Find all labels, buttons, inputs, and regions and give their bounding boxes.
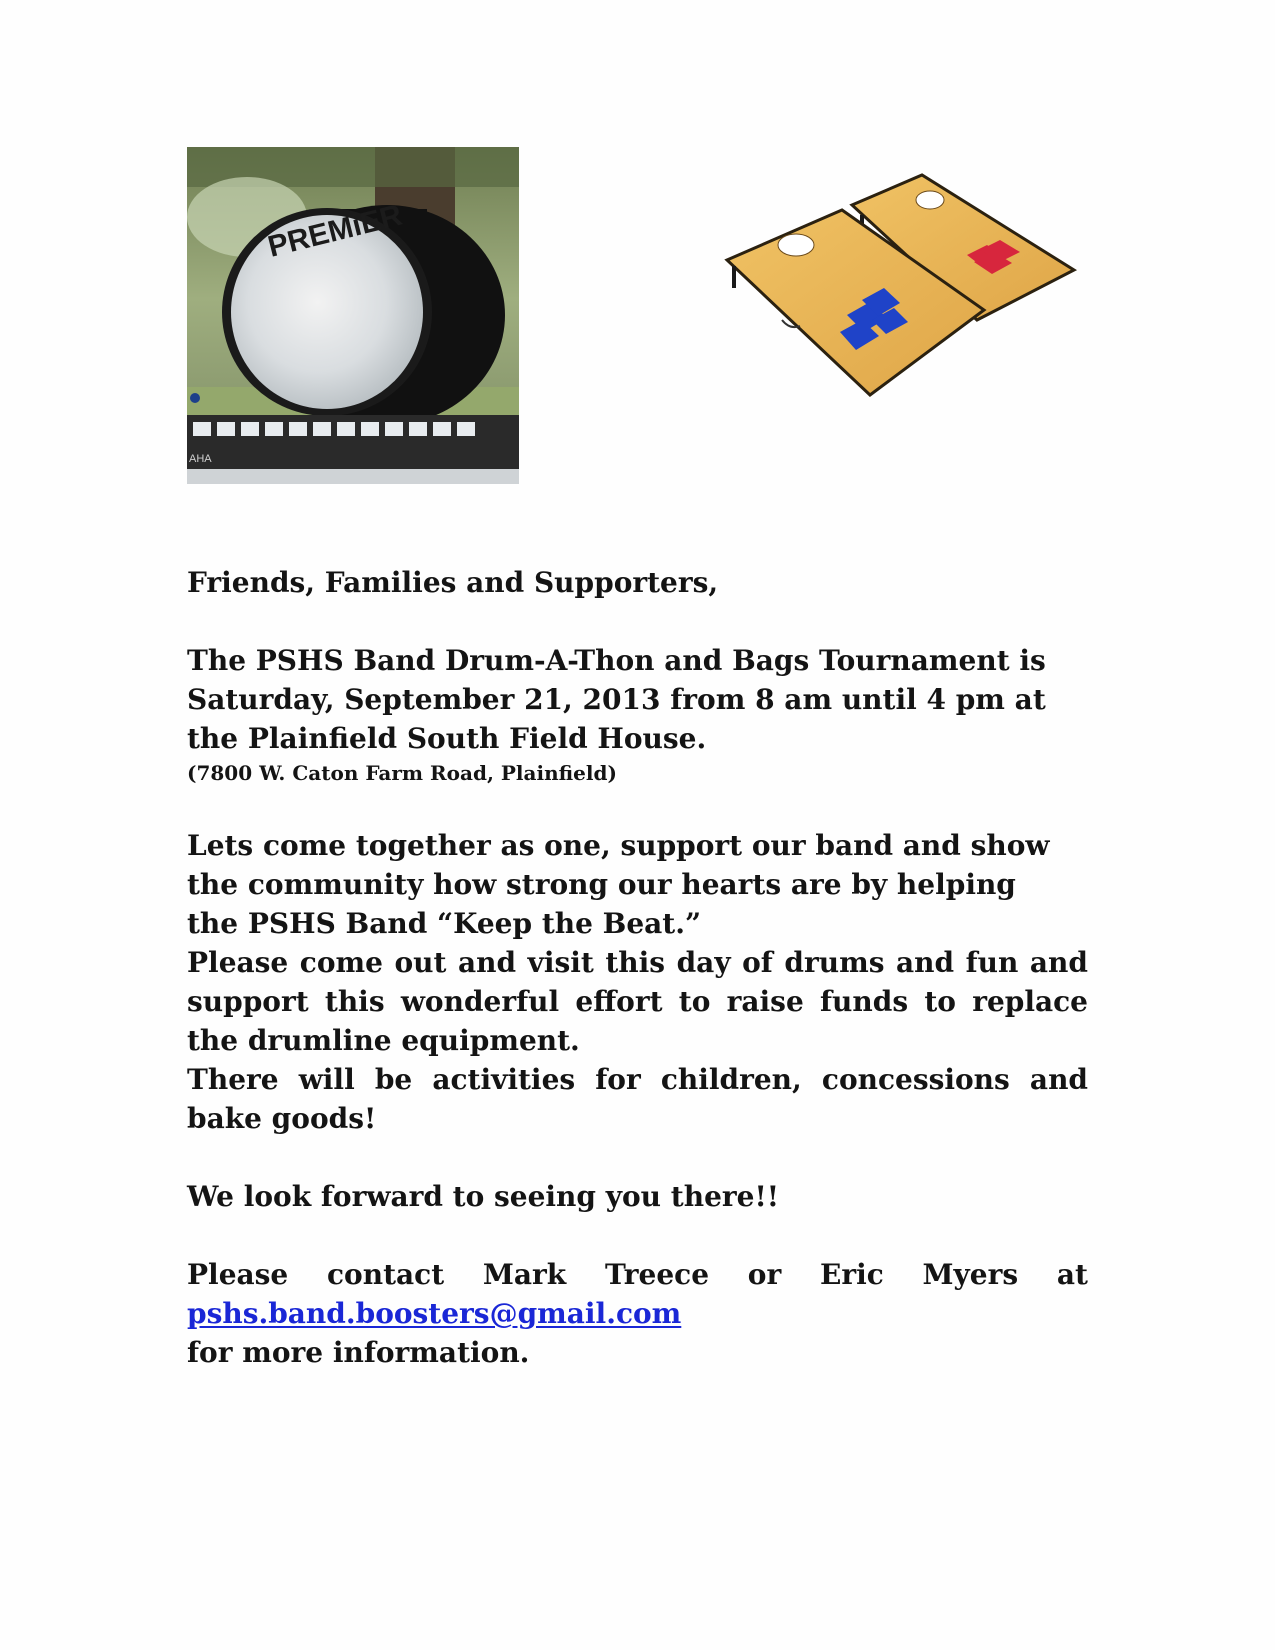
contact-word: at [1056,1258,1088,1291]
contact-word: Please [187,1258,289,1291]
email-line [187,1294,1088,1333]
visit-paragraph: Please come out and visit this day of drums and fun and support this wonderful effort to raise funds to replace the drumline equipment. [187,946,1088,1057]
contact-word: Myers [922,1258,1019,1291]
closing-block [187,1177,1088,1216]
contact-word: Mark [482,1258,567,1291]
contact-word: Eric [819,1258,884,1291]
bass-drum-photo [187,147,519,484]
community-paragraph [187,826,1088,1138]
contact-word: contact [327,1258,445,1291]
greeting-block [187,563,1088,602]
contact-word: Treece [604,1258,710,1291]
event-line-2: Saturday, September 21, 2013 from 8 am until 4 pm at [187,683,1046,716]
event-details [187,641,1088,788]
activities-paragraph: There will be activities for children, concessions and bake goods! [187,1063,1088,1135]
keyboard-brand-text: AHA [189,453,212,465]
drum-brand-text: PREMiER [264,198,406,264]
contact-block [187,1255,1088,1372]
event-line-3: the Plainfield South Field House. [187,722,707,755]
event-line-1: The PSHS Band Drum-A-Thon and Bags Tournament is [187,644,1046,677]
email-link[interactable]: pshs.band.boosters@gmail.com [187,1297,682,1330]
closing-line: We look forward to seeing you there!! [187,1180,780,1213]
together-line-2: the community how strong our hearts are by helping [187,868,1016,901]
more-info-line: for more information. [187,1336,530,1369]
together-line-3: the PSHS Band “Keep the Beat.” [187,907,702,940]
contact-line [187,1255,1088,1294]
cornhole-boards-photo [722,170,1084,420]
greeting: Friends, Families and Supporters, [187,566,719,599]
contact-word: or [747,1258,782,1291]
event-address: (7800 W. Caton Farm Road, Plainfield) [187,761,617,785]
together-line-1: Lets come together as one, support our band and show [187,829,1050,862]
